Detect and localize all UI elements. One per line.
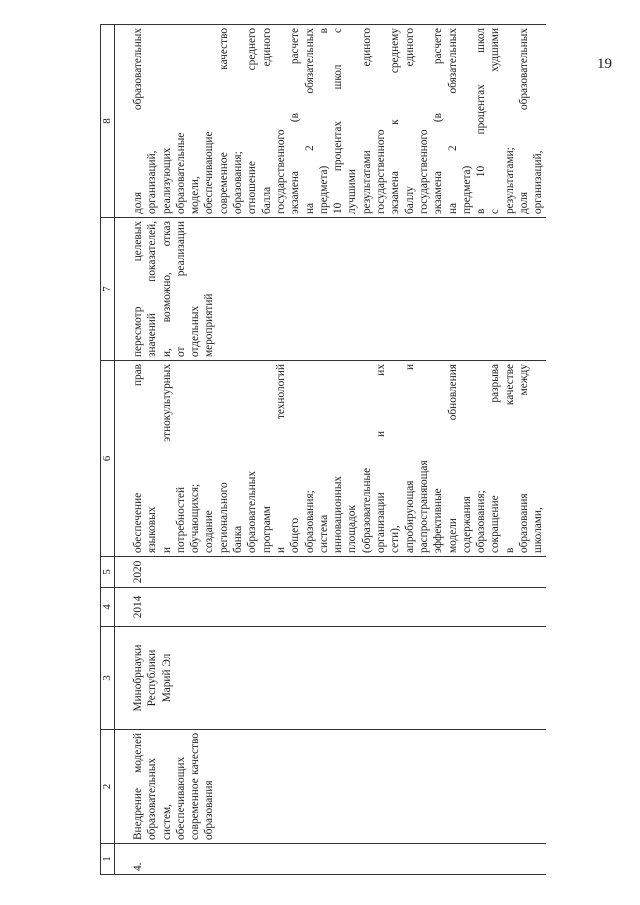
header-row	[101, 25, 115, 875]
cell-text-line: и технологий	[274, 364, 287, 553]
cell-text-line: образовательные	[174, 132, 187, 214]
cell-text-line: Внедрение моделей	[132, 733, 144, 840]
rotated-table-area	[100, 25, 545, 875]
cell-text-line: потребностей	[174, 486, 187, 553]
cell-text-line: отдельных	[189, 305, 202, 357]
cell-text-line: экзамена к среднему	[389, 28, 402, 214]
cell-text-line: доля образовательных	[518, 28, 531, 214]
cell-text-line: языковых	[146, 506, 159, 553]
cell-text-line: обучающихся;	[189, 483, 202, 553]
cell-text-line: лучшими	[346, 169, 359, 214]
measure-name-cell	[115, 730, 546, 844]
table-row	[115, 25, 546, 875]
cell-text-line: образования;	[232, 151, 245, 214]
header-cell-8: 8	[101, 25, 115, 218]
cell-text-line: общего	[289, 517, 302, 553]
cell-text-line: обеспечивающих	[174, 756, 187, 840]
cell-text-line: система	[317, 514, 330, 553]
header-cell-1: 1	[101, 844, 115, 875]
header-cell-2: 2	[101, 730, 115, 844]
executor-cell	[115, 627, 546, 730]
cell-text-line: сокращение разрыва	[489, 364, 502, 553]
cell-text-line: предмета)	[460, 165, 473, 214]
cell-text-line: программ	[260, 506, 273, 553]
cell-text-line: образования;	[303, 490, 316, 553]
cell-text-line: на 2 обязательных	[303, 28, 316, 214]
cell-text-line: современное качество	[189, 733, 202, 840]
cell-text-line: пересмотр целевых	[132, 221, 144, 357]
cell-text-line: инновационных	[332, 475, 345, 553]
cell-text-line: модели обновления	[446, 364, 459, 553]
cell-text-line: регионального	[217, 482, 230, 553]
cell-text-line: содержания	[460, 496, 473, 553]
start-year-cell: 2014	[115, 588, 546, 627]
cell-text-line: распространяющая	[417, 460, 430, 553]
measures-table	[100, 24, 546, 875]
consequence-cell	[115, 218, 546, 361]
cell-text-line: площадок	[346, 505, 359, 553]
row-number: 4.	[115, 844, 546, 875]
cell-text-line: организации и их	[375, 364, 388, 553]
cell-text-line: образования	[203, 780, 216, 840]
cell-text-line: результатами;	[503, 147, 516, 214]
cell-text-line: баллу единого	[403, 28, 416, 214]
cell-text-line: экзамена (в расчете	[432, 28, 445, 214]
cell-text-line: школами,	[532, 507, 545, 553]
cell-text-line: реализующих	[160, 147, 173, 214]
cell-text-line: Марий Эл	[160, 653, 173, 703]
cell-text-line: Минобрнауки	[132, 644, 144, 712]
cell-text-line: на 2 обязательных	[446, 28, 459, 214]
cell-text-line: обеспечение прав	[132, 364, 144, 553]
page-number: 19	[597, 56, 612, 72]
cell-text-line: от реализации	[174, 221, 187, 357]
header-cell-7: 7	[101, 218, 115, 361]
cell-text-line: образовательных	[246, 470, 259, 553]
cell-text-line: образования между	[518, 364, 531, 553]
cell-text-line: с худшими	[489, 28, 502, 214]
cell-text-line: государственного	[375, 129, 388, 214]
cell-text-line: мероприятий	[203, 293, 216, 357]
cell-text-line: модели,	[189, 176, 202, 214]
cell-text-line: предмета) в	[317, 28, 330, 214]
cell-text-line: апробирующая и	[403, 364, 416, 553]
cell-text-line: в качестве	[503, 364, 516, 553]
cell-text-line: и, возможно, отказ	[160, 221, 173, 357]
cell-text-line: 10 процентах школ с	[332, 28, 345, 214]
cell-text-line: балла единого	[260, 28, 273, 214]
cell-text-line: Республики	[146, 649, 159, 707]
expected-result-cell	[115, 361, 546, 557]
cell-text-line: образовательных	[146, 757, 159, 840]
cell-text-line: доля образовательных	[132, 28, 144, 214]
indicator-cell	[115, 25, 546, 218]
cell-text-line: систем,	[160, 804, 173, 840]
cell-text-line: отношение среднего	[246, 28, 259, 214]
cell-text-line: в 10 процентах школ	[475, 28, 488, 214]
cell-text-line: организаций,	[146, 150, 159, 214]
cell-text-line: государственного	[274, 129, 287, 214]
cell-text-line: государственного	[417, 129, 430, 214]
cell-text-line: (образовательные	[360, 467, 373, 553]
cell-text-line: результатами единого	[360, 28, 373, 214]
cell-text-line: организаций,	[532, 150, 545, 214]
cell-text-line: образования;	[475, 490, 488, 553]
header-cell-3: 3	[101, 627, 115, 730]
header-cell-4: 4	[101, 588, 115, 627]
cell-text-line: значений показателей,	[146, 221, 159, 357]
cell-text-line: экзамена (в расчете	[289, 28, 302, 214]
end-year-cell: 2020	[115, 557, 546, 588]
header-cell-6: 6	[101, 361, 115, 557]
cell-text-line: обеспечивающие	[203, 131, 216, 214]
cell-text-line: банка	[232, 525, 245, 553]
cell-text-line: и этнокультурных	[160, 364, 173, 553]
header-cell-5: 5	[101, 557, 115, 588]
cell-text-line: сети),	[389, 525, 402, 553]
cell-text-line: современное качество	[217, 28, 230, 214]
cell-text-line: эффективные	[432, 488, 445, 553]
cell-text-line: создание	[203, 510, 216, 553]
